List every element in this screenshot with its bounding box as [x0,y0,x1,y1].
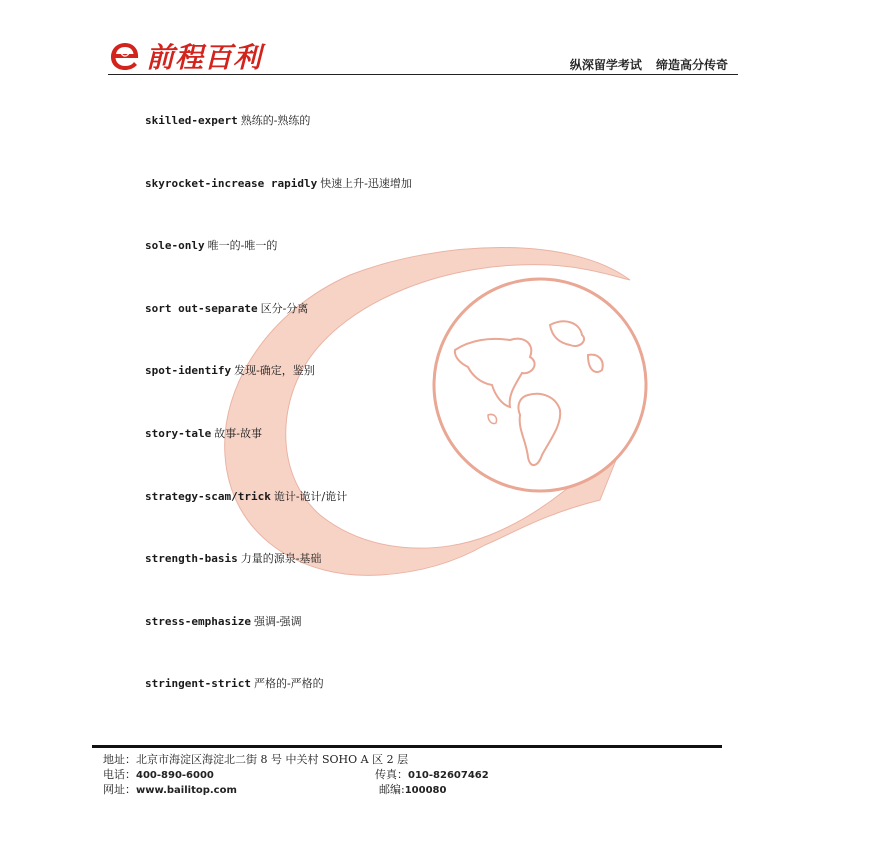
brand-e-icon [108,39,142,73]
entry-chinese: 力量的源泉-基础 [240,552,322,566]
page-header [0,0,870,80]
list-item [145,613,745,676]
footer-address-row [103,752,723,767]
header-divider [108,74,738,75]
zip-label: 邮编: [379,783,405,796]
list-item [145,675,745,738]
entry-chinese: 快速上升-迅速增加 [320,176,412,190]
header-slogan: 纵深留学考试 缔造高分传奇 [569,58,728,72]
list-item [145,362,745,425]
list-item [145,488,745,551]
entry-english: spot-identify [145,364,232,378]
entry-english: skilled-expert [145,114,238,127]
entry-chinese: 故事-故事 [214,426,262,440]
phone-label: 电话： [103,768,136,781]
entry-english: strength-basis [145,552,238,566]
brand-logo [108,38,262,74]
phone-value: 400-890-6000 [136,770,214,781]
entry-chinese: 熟练的-熟练的 [240,114,311,127]
address-value: 北京市海淀区海淀北二街 8 号 中关村 SOHO A 区 2 层 [136,753,409,766]
entry-chinese: 唯一的-唯一的 [207,239,278,253]
entry-english: sole-only [145,239,205,253]
entry-english: skyrocket-increase rapidly [145,176,318,190]
entry-english: strategy-scam/trick [145,489,271,503]
zip-value: 100080 [404,785,447,796]
list-item [145,237,745,300]
fax-label: 传真： [375,768,408,781]
entry-english: sort out-separate [145,301,258,315]
list-item [145,425,745,488]
footer-contact-row [103,767,723,782]
brand-name: 前程百利 [146,41,263,74]
entry-chinese: 区分-分离 [260,301,309,315]
footer-web-row [103,782,723,797]
list-item [145,175,745,238]
vocabulary-list [145,112,745,738]
entry-chinese: 发现-确定，鉴别 [234,364,315,378]
page-footer [103,752,723,797]
footer-divider [92,745,722,748]
website-link[interactable]: www.bailitop.com [136,785,237,796]
web-label: 网址： [103,783,136,796]
entry-chinese: 诡计-诡计/诡计 [273,489,348,503]
entry-english: story-tale [145,426,212,440]
list-item [145,550,745,613]
list-item [145,112,745,175]
entry-english: stress-emphasize [145,614,251,628]
list-item [145,300,745,363]
address-label: 地址： [103,753,136,766]
entry-chinese: 强调-强调 [253,614,302,628]
entry-english: stringent-strict [145,677,251,691]
entry-chinese: 严格的-严格的 [253,677,324,691]
fax-value: 010-82607462 [408,770,489,781]
